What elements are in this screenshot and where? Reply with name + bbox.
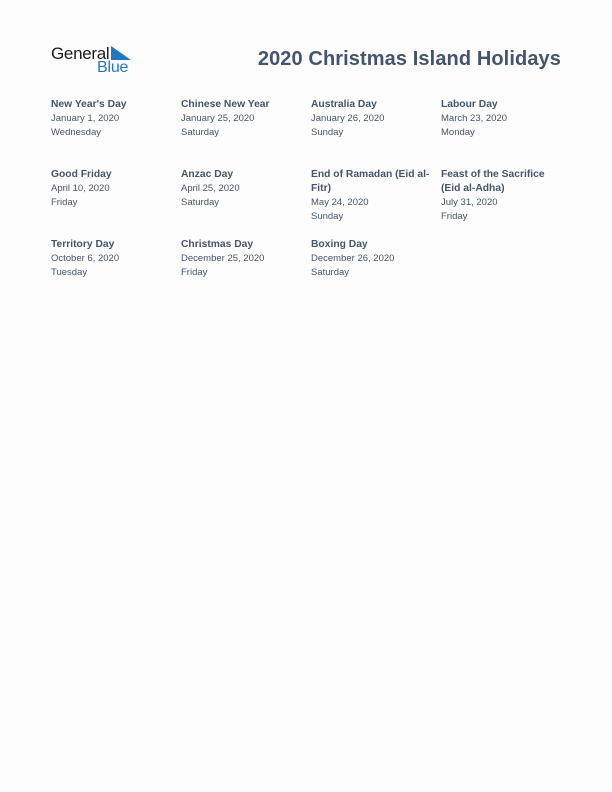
holiday-weekday: Monday — [441, 127, 475, 138]
holiday-item — [311, 238, 435, 280]
holiday-date: October 6, 2020 — [51, 253, 120, 264]
holiday-item — [51, 98, 175, 140]
holiday-date: May 24, 2020 — [311, 197, 369, 208]
holiday-date: March 23, 2020 — [441, 113, 508, 124]
logo-word-general: General — [51, 44, 110, 63]
general-blue-logo — [51, 43, 141, 79]
triangle-flag-icon — [111, 46, 131, 60]
holiday-row — [51, 168, 571, 238]
holiday-name: Anzac Day — [181, 169, 234, 180]
holiday-item — [181, 98, 305, 140]
holiday-weekday: Saturday — [311, 267, 350, 278]
holiday-weekday: Friday — [441, 211, 468, 222]
holiday-date: December 26, 2020 — [311, 253, 395, 264]
holiday-name: End of Ramadan (Eid al-Fitr) — [311, 169, 430, 194]
holiday-row — [51, 238, 571, 308]
holiday-weekday: Sunday — [311, 211, 344, 222]
holiday-item — [311, 168, 435, 224]
holiday-weekday: Friday — [51, 197, 78, 208]
logo-word-blue: Blue — [97, 59, 129, 76]
holiday-item — [51, 238, 175, 280]
holiday-date: December 25, 2020 — [181, 253, 265, 264]
holiday-item — [51, 168, 175, 210]
holiday-date: July 31, 2020 — [441, 197, 498, 208]
holiday-weekday: Wednesday — [51, 127, 101, 138]
holiday-name: Good Friday — [51, 169, 112, 180]
holiday-date: January 26, 2020 — [311, 113, 385, 124]
holiday-date: April 25, 2020 — [181, 183, 240, 194]
holiday-weekday: Saturday — [181, 127, 220, 138]
holiday-name: Christmas Day — [181, 239, 254, 250]
holiday-name: Territory Day — [51, 239, 115, 250]
holiday-item — [181, 238, 305, 280]
holiday-name: Australia Day — [311, 99, 377, 110]
holiday-weekday: Sunday — [311, 127, 344, 138]
holiday-name: Chinese New Year — [181, 99, 270, 110]
holiday-item — [181, 168, 305, 210]
holiday-date: January 1, 2020 — [51, 113, 120, 124]
holiday-weekday: Friday — [181, 267, 208, 278]
holiday-date: January 25, 2020 — [181, 113, 255, 124]
holiday-name: Feast of the Sacrifice (Eid al-Adha) — [441, 169, 545, 194]
holiday-item — [311, 98, 435, 140]
holiday-weekday: Saturday — [181, 197, 220, 208]
holiday-item — [441, 98, 565, 140]
holiday-item — [441, 168, 565, 224]
holiday-name: New Year's Day — [51, 99, 127, 110]
holiday-date: April 10, 2020 — [51, 183, 110, 194]
page-title: 2020 Christmas Island Holidays — [257, 48, 561, 70]
holiday-row — [51, 98, 571, 168]
holiday-name: Labour Day — [441, 99, 498, 110]
holiday-weekday: Tuesday — [51, 267, 88, 278]
holiday-grid — [51, 98, 571, 308]
holiday-name: Boxing Day — [311, 239, 368, 250]
